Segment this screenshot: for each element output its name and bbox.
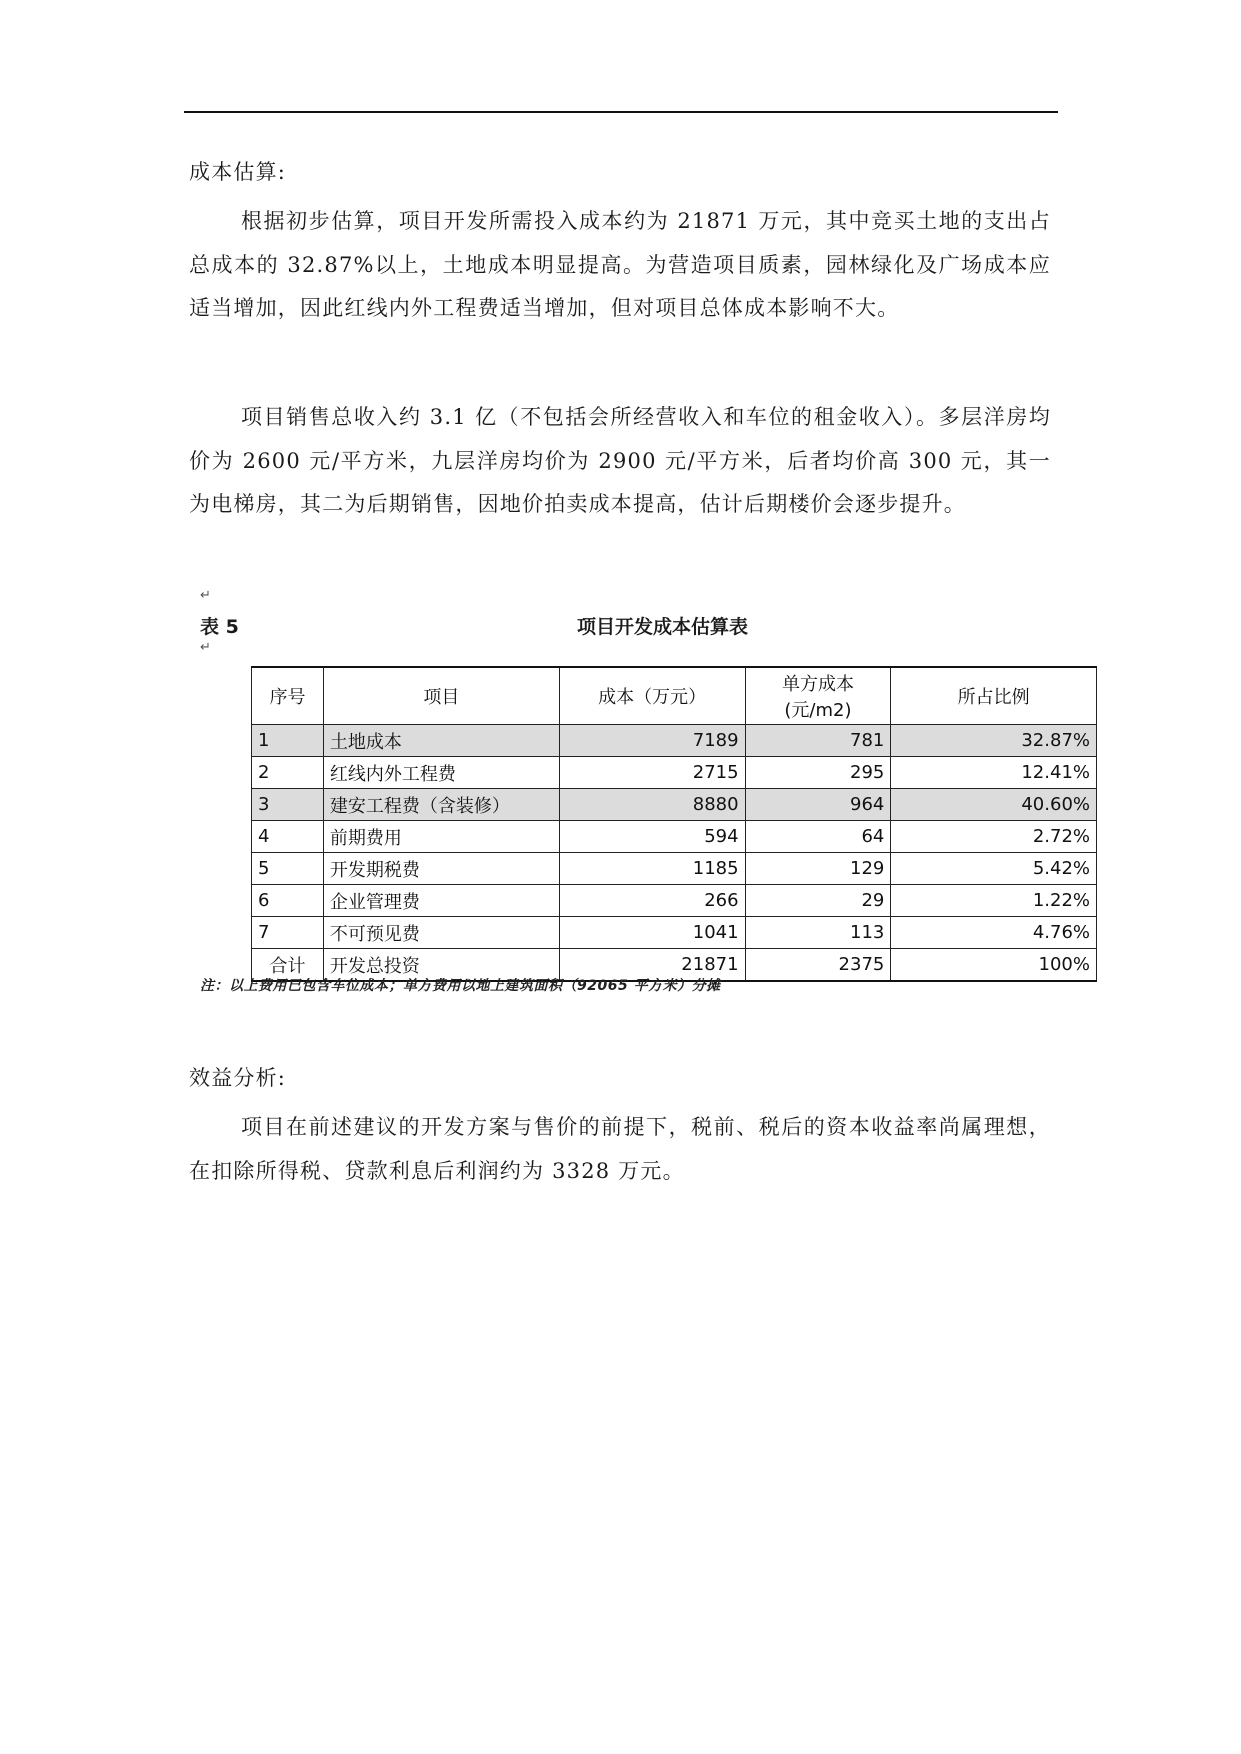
cost-estimate-table [251,666,1097,982]
row-index: 2 [252,757,324,789]
header-unit-cost [745,667,891,725]
row-index: 1 [252,725,324,757]
row-item: 开发总投资 [323,949,559,982]
table-row [252,757,1097,789]
row-ratio: 32.87% [891,725,1097,757]
table-row [252,885,1097,917]
row-item: 前期费用 [323,821,559,853]
row-ratio: 2.72% [891,821,1097,853]
row-unit-cost: 2375 [745,949,891,982]
row-cost: 8880 [559,789,745,821]
table-note: 注：以上费用已包含车位成本；单方费用以地上建筑面积（92065 平方米）分摊 [200,978,721,994]
table-row [252,853,1097,885]
row-ratio: 40.60% [891,789,1097,821]
row-index: 合计 [252,949,324,982]
row-cost: 7189 [559,725,745,757]
paragraph-mark-icon: ↵ [200,588,211,603]
row-unit-cost: 781 [745,725,891,757]
header-unit-cost-line2: (元/m2) [784,700,852,721]
table-header-row [252,667,1097,725]
row-unit-cost: 64 [745,821,891,853]
row-item: 土地成本 [323,725,559,757]
header-unit-cost-line1: 单方成本 [781,674,854,695]
row-item: 企业管理费 [323,885,559,917]
table-row [252,917,1097,949]
row-unit-cost: 295 [745,757,891,789]
row-cost: 594 [559,821,745,853]
row-ratio: 100% [891,949,1097,982]
cost-estimate-heading: 成本估算: [189,160,287,184]
benefit-analysis-heading: 效益分析: [189,1066,287,1090]
header-item: 项目 [323,667,559,725]
row-item: 开发期税费 [323,853,559,885]
row-unit-cost: 29 [745,885,891,917]
row-index: 3 [252,789,324,821]
row-cost: 21871 [559,949,745,982]
table-row [252,725,1097,757]
row-cost: 2715 [559,757,745,789]
row-ratio: 4.76% [891,917,1097,949]
row-index: 6 [252,885,324,917]
row-cost: 1041 [559,917,745,949]
row-item: 红线内外工程费 [323,757,559,789]
table-row [252,789,1097,821]
row-index: 7 [252,917,324,949]
row-item: 不可预见费 [323,917,559,949]
row-unit-cost: 964 [745,789,891,821]
cost-estimate-paragraph-2: 项目销售总收入约 3.1 亿（不包括会所经营收入和车位的租金收入）。多层洋房均价为 2600 元/平方米，九层洋房均价为 2900 元/平方米，后者均价高 300 元，其一为电梯房，其二为后期销售，因地价拍卖成本提高，估计后期楼价会逐步提升。 [189,405,1051,516]
row-ratio: 1.22% [891,885,1097,917]
header-cost: 成本（万元） [559,667,745,725]
row-ratio: 12.41% [891,757,1097,789]
header-rule [184,111,1058,113]
table-title: 项目开发成本估算表 [577,616,749,638]
header-index: 序号 [252,667,324,725]
row-item: 建安工程费（含装修） [323,789,559,821]
row-index: 5 [252,853,324,885]
table-label: 表 5 [200,616,239,638]
benefit-analysis-paragraph: 项目在前述建议的开发方案与售价的前提下，税前、税后的资本收益率尚属理想，在扣除所得税、贷款利息后利润约为 3328 万元。 [189,1115,1051,1183]
row-unit-cost: 129 [745,853,891,885]
row-index: 4 [252,821,324,853]
row-ratio: 5.42% [891,853,1097,885]
table-row [252,821,1097,853]
cost-estimate-paragraph-1: 根据初步估算，项目开发所需投入成本约为 21871 万元，其中竞买土地的支出占总成本的 32.87%以上，土地成本明显提高。为营造项目质素，园林绿化及广场成本应适当增加，因此红线内外工程费适当增加，但对项目总体成本影响不大。 [189,209,1051,320]
row-cost: 266 [559,885,745,917]
header-ratio: 所占比例 [891,667,1097,725]
paragraph-mark-icon: ↵ [200,640,211,655]
row-cost: 1185 [559,853,745,885]
row-unit-cost: 113 [745,917,891,949]
